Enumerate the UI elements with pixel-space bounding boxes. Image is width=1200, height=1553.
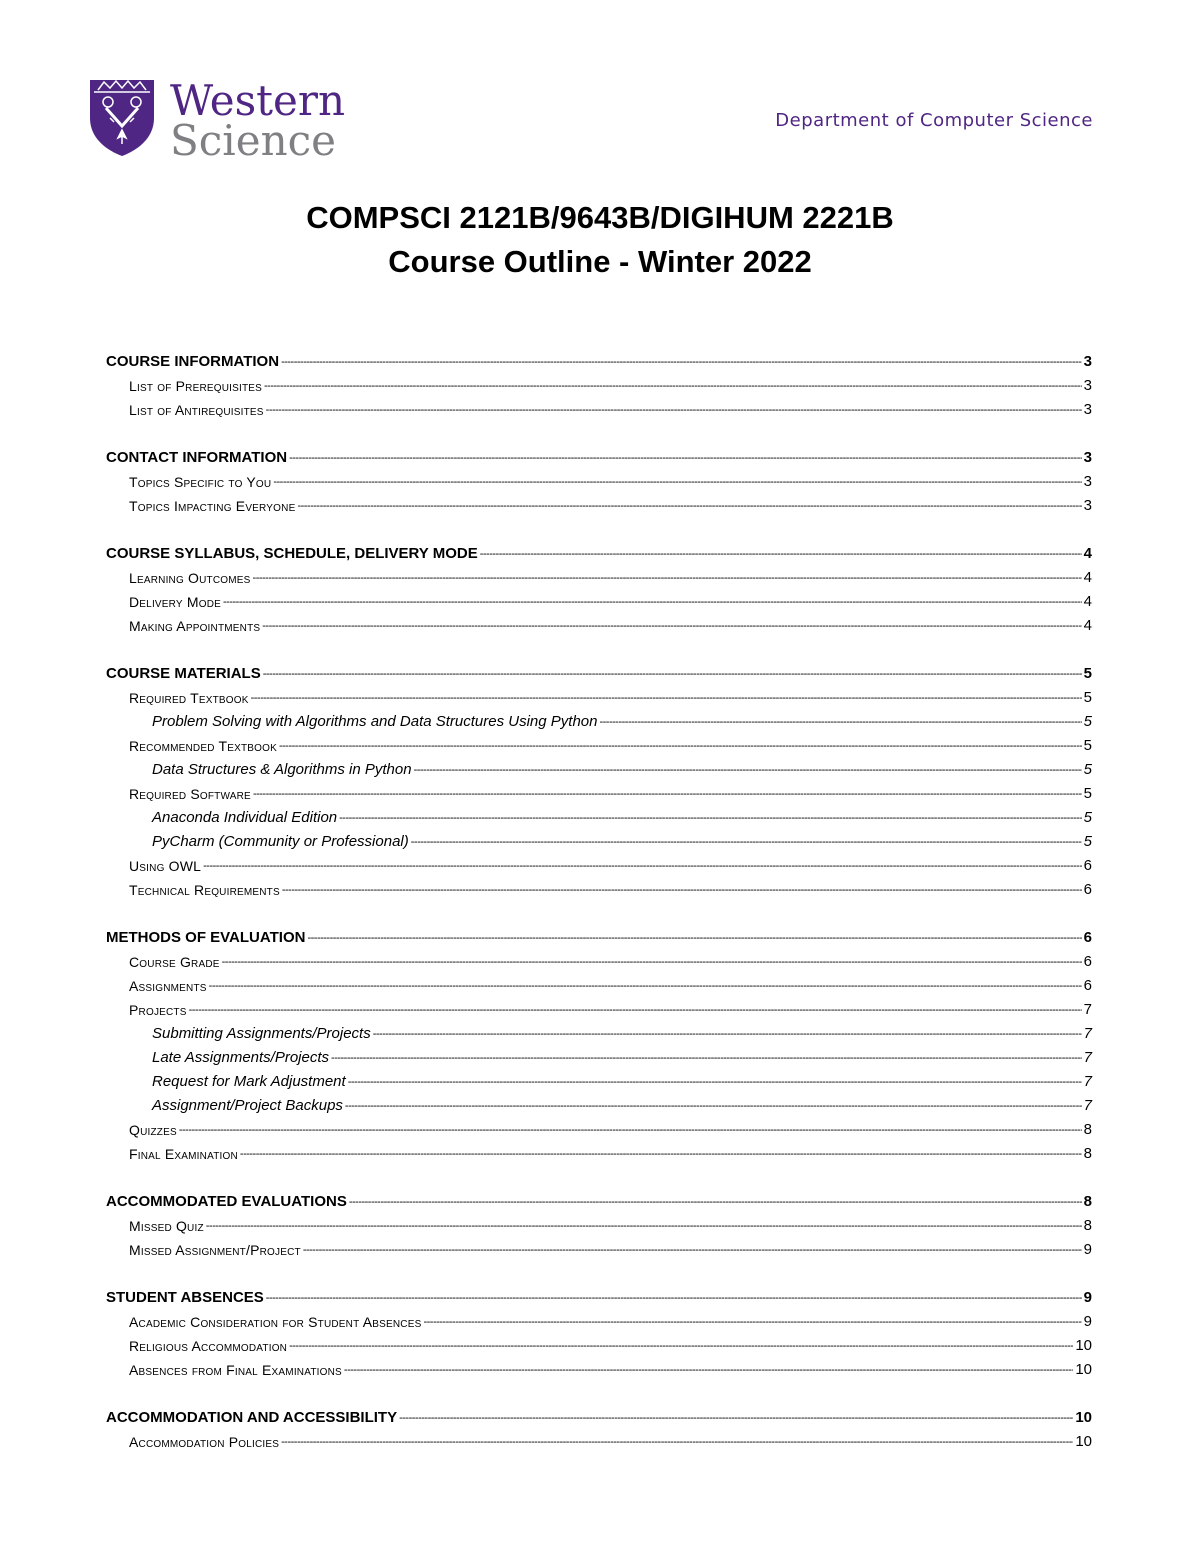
toc-leader-dashes bbox=[264, 375, 1082, 396]
toc-entry-label: Absences from Final Examinations bbox=[129, 1362, 342, 1378]
toc-entry-level-2[interactable] bbox=[106, 1116, 1092, 1140]
toc-entry-level-1[interactable] bbox=[106, 1176, 1092, 1212]
toc-entry-label: Assignments bbox=[129, 978, 207, 994]
toc-entry-page-number: 8 bbox=[1083, 1193, 1092, 1210]
toc-entry-label: Data Structures & Algorithms in Python bbox=[152, 761, 412, 778]
toc-entry-level-2[interactable] bbox=[106, 1308, 1092, 1332]
toc-entry-level-1[interactable] bbox=[106, 648, 1092, 684]
toc-entry-level-2[interactable] bbox=[106, 1428, 1092, 1452]
toc-entry-level-2[interactable] bbox=[106, 1212, 1092, 1236]
toc-entry-label: Religious Accommodation bbox=[129, 1338, 288, 1354]
toc-leader-dashes bbox=[307, 927, 1081, 948]
toc-entry-level-2[interactable] bbox=[106, 612, 1092, 636]
toc-entry-level-3[interactable] bbox=[106, 1044, 1092, 1068]
toc-leader-dashes bbox=[414, 759, 1082, 780]
toc-leader-dashes bbox=[289, 447, 1082, 468]
toc-leader-dashes bbox=[345, 1095, 1082, 1116]
toc-entry-label: Delivery Mode bbox=[129, 594, 221, 610]
toc-leader-dashes bbox=[279, 735, 1082, 756]
toc-entry-label: Missed Assignment/Project bbox=[129, 1242, 301, 1258]
toc-entry-page-number: 6 bbox=[1083, 977, 1092, 994]
toc-entry-page-number: 5 bbox=[1083, 737, 1092, 754]
toc-entry-page-number: 4 bbox=[1083, 545, 1092, 562]
toc-leader-dashes bbox=[331, 1047, 1082, 1068]
toc-entry-page-number: 10 bbox=[1075, 1433, 1092, 1450]
toc-entry-page-number: 6 bbox=[1083, 881, 1092, 898]
toc-entry-page-number: 10 bbox=[1075, 1409, 1092, 1426]
toc-entry-level-2[interactable] bbox=[106, 684, 1092, 708]
toc-entry-level-2[interactable] bbox=[106, 1236, 1092, 1260]
toc-entry-label: List of Prerequisites bbox=[129, 378, 263, 394]
toc-entry-label: Using OWL bbox=[129, 858, 202, 874]
toc-entry-level-2[interactable] bbox=[106, 492, 1092, 516]
toc-entry-label: Academic Consideration for Student Absences bbox=[129, 1314, 422, 1330]
toc-entry-label: CONTACT INFORMATION bbox=[106, 449, 288, 466]
toc-entry-level-3[interactable] bbox=[106, 1020, 1092, 1044]
toc-entry-label: Request for Mark Adjustment bbox=[152, 1073, 346, 1090]
toc-entry-level-1[interactable] bbox=[106, 336, 1092, 372]
toc-entry-label: Anaconda Individual Edition bbox=[152, 809, 338, 826]
toc-entry-level-2[interactable] bbox=[106, 564, 1092, 588]
toc-leader-dashes bbox=[240, 1143, 1082, 1164]
toc-entry-page-number: 5 bbox=[1083, 785, 1092, 802]
toc-entry-label: Topics Impacting Everyone bbox=[129, 498, 296, 514]
toc-entry-level-1[interactable] bbox=[106, 528, 1092, 564]
toc-leader-dashes bbox=[251, 687, 1082, 708]
toc-entry-level-2[interactable] bbox=[106, 780, 1092, 804]
toc-entry-label: Course Grade bbox=[129, 954, 220, 970]
toc-leader-dashes bbox=[282, 879, 1082, 900]
toc-entry-level-1[interactable] bbox=[106, 1392, 1092, 1428]
toc-entry-page-number: 7 bbox=[1083, 1001, 1092, 1018]
toc-leader-dashes bbox=[297, 495, 1081, 516]
toc-entry-level-2[interactable] bbox=[106, 396, 1092, 420]
toc-entry-level-2[interactable] bbox=[106, 468, 1092, 492]
toc-entry-label: ACCOMMODATED EVALUATIONS bbox=[106, 1193, 347, 1210]
toc-leader-dashes bbox=[373, 1023, 1082, 1044]
toc-leader-dashes bbox=[303, 1239, 1082, 1260]
toc-entry-page-number: 5 bbox=[1083, 809, 1092, 826]
toc-entry-page-number: 3 bbox=[1083, 497, 1092, 514]
toc-entry-label: Late Assignments/Projects bbox=[152, 1049, 330, 1066]
toc-entry-page-number: 5 bbox=[1083, 689, 1092, 706]
toc-entry-page-number: 5 bbox=[1083, 833, 1092, 850]
toc-entry-page-number: 3 bbox=[1083, 353, 1092, 370]
toc-entry-label: Technical Requirements bbox=[129, 882, 280, 898]
western-science-logo bbox=[88, 76, 348, 165]
toc-entry-level-2[interactable] bbox=[106, 372, 1092, 396]
course-outline-title: Course Outline - Winter 2022 bbox=[388, 244, 812, 279]
toc-leader-dashes bbox=[344, 1359, 1073, 1380]
toc-leader-dashes bbox=[348, 1071, 1082, 1092]
toc-entry-label: Projects bbox=[129, 1002, 187, 1018]
toc-entry-level-3[interactable] bbox=[106, 708, 1092, 732]
toc-entry-page-number: 8 bbox=[1083, 1145, 1092, 1162]
toc-entry-label: COURSE MATERIALS bbox=[106, 665, 261, 682]
toc-section-gap bbox=[106, 1380, 1092, 1392]
toc-entry-label: Problem Solving with Algorithms and Data Structures Using Python bbox=[152, 713, 598, 730]
toc-entry-level-2[interactable] bbox=[106, 1356, 1092, 1380]
logo-word-western: Western bbox=[170, 76, 346, 125]
course-code-title: COMPSCI 2121B/9643B/DIGIHUM 2221B bbox=[306, 200, 894, 235]
toc-entry-level-3[interactable] bbox=[106, 1068, 1092, 1092]
toc-entry-page-number: 4 bbox=[1083, 593, 1092, 610]
toc-entry-label: ACCOMMODATION AND ACCESSIBILITY bbox=[106, 1409, 398, 1426]
toc-entry-label: STUDENT ABSENCES bbox=[106, 1289, 264, 1306]
toc-leader-dashes bbox=[206, 1215, 1082, 1236]
toc-entry-page-number: 3 bbox=[1083, 401, 1092, 418]
toc-entry-page-number: 9 bbox=[1083, 1313, 1092, 1330]
toc-section-gap bbox=[106, 516, 1092, 528]
toc-leader-dashes bbox=[223, 591, 1082, 612]
toc-leader-dashes bbox=[399, 1407, 1073, 1428]
toc-leader-dashes bbox=[266, 399, 1082, 420]
toc-entry-level-3[interactable] bbox=[106, 756, 1092, 780]
toc-leader-dashes bbox=[480, 543, 1082, 564]
toc-leader-dashes bbox=[253, 783, 1082, 804]
toc-entry-page-number: 8 bbox=[1083, 1217, 1092, 1234]
toc-entry-page-number: 5 bbox=[1083, 761, 1092, 778]
toc-leader-dashes bbox=[273, 471, 1081, 492]
toc-entry-level-2[interactable] bbox=[106, 732, 1092, 756]
toc-entry-label: List of Antirequisites bbox=[129, 402, 264, 418]
toc-section-gap bbox=[106, 900, 1092, 912]
toc-entry-page-number: 4 bbox=[1083, 617, 1092, 634]
toc-entry-label: Making Appointments bbox=[129, 618, 261, 634]
toc-leader-dashes bbox=[222, 951, 1082, 972]
toc-entry-page-number: 10 bbox=[1075, 1361, 1092, 1378]
toc-leader-dashes bbox=[281, 1431, 1073, 1452]
toc-entry-label: Recommended Textbook bbox=[129, 738, 277, 754]
toc-leader-dashes bbox=[599, 711, 1081, 732]
toc-entry-page-number: 3 bbox=[1083, 473, 1092, 490]
toc-leader-dashes bbox=[209, 975, 1082, 996]
toc-leader-dashes bbox=[281, 351, 1082, 372]
toc-leader-dashes bbox=[411, 831, 1082, 852]
toc-entry-label: COURSE SYLLABUS, SCHEDULE, DELIVERY MODE bbox=[106, 545, 478, 562]
toc-leader-dashes bbox=[289, 1335, 1073, 1356]
department-name: Department of Computer Science bbox=[775, 110, 1093, 131]
toc-leader-dashes bbox=[423, 1311, 1081, 1332]
toc-entry-page-number: 5 bbox=[1083, 713, 1092, 730]
toc-entry-level-2[interactable] bbox=[106, 996, 1092, 1020]
toc-entry-level-2[interactable] bbox=[106, 876, 1092, 900]
toc-section-gap bbox=[106, 420, 1092, 432]
toc-entry-page-number: 7 bbox=[1083, 1025, 1092, 1042]
toc-leader-dashes bbox=[266, 1287, 1082, 1308]
toc-entry-label: Accommodation Policies bbox=[129, 1434, 280, 1450]
toc-entry-page-number: 7 bbox=[1083, 1049, 1092, 1066]
toc-entry-level-2[interactable] bbox=[106, 852, 1092, 876]
toc-entry-label: Quizzes bbox=[129, 1122, 177, 1138]
toc-entry-level-3[interactable] bbox=[106, 828, 1092, 852]
toc-entry-label: PyCharm (Community or Professional) bbox=[152, 833, 409, 850]
toc-entry-page-number: 3 bbox=[1083, 377, 1092, 394]
toc-entry-level-1[interactable] bbox=[106, 432, 1092, 468]
toc-entry-page-number: 10 bbox=[1075, 1337, 1092, 1354]
toc-entry-level-1[interactable] bbox=[106, 912, 1092, 948]
toc-entry-page-number: 9 bbox=[1083, 1289, 1092, 1306]
toc-entry-label: Missed Quiz bbox=[129, 1218, 204, 1234]
toc-leader-dashes bbox=[263, 663, 1082, 684]
toc-leader-dashes bbox=[189, 999, 1082, 1020]
toc-entry-label: Final Examination bbox=[129, 1146, 238, 1162]
toc-entry-level-3[interactable] bbox=[106, 1092, 1092, 1116]
toc-entry-label: Topics Specific to You bbox=[129, 474, 272, 490]
toc-entry-level-1[interactable] bbox=[106, 1272, 1092, 1308]
toc-entry-page-number: 5 bbox=[1083, 665, 1092, 682]
toc-leader-dashes bbox=[339, 807, 1082, 828]
toc-entry-page-number: 6 bbox=[1083, 929, 1092, 946]
toc-section-gap bbox=[106, 1260, 1092, 1272]
toc-entry-page-number: 7 bbox=[1083, 1073, 1092, 1090]
toc-section-gap bbox=[106, 1164, 1092, 1176]
toc-entry-label: Required Software bbox=[129, 786, 251, 802]
toc-entry-level-2[interactable] bbox=[106, 588, 1092, 612]
toc-entry-level-3[interactable] bbox=[106, 804, 1092, 828]
toc-entry-label: Submitting Assignments/Projects bbox=[152, 1025, 371, 1042]
table-of-contents bbox=[106, 336, 1092, 1452]
toc-leader-dashes bbox=[262, 615, 1081, 636]
toc-leader-dashes bbox=[179, 1119, 1082, 1140]
toc-leader-dashes bbox=[349, 1191, 1082, 1212]
toc-entry-level-2[interactable] bbox=[106, 972, 1092, 996]
logo-word-science: Science bbox=[170, 116, 337, 165]
toc-section-gap bbox=[106, 636, 1092, 648]
toc-entry-label: Learning Outcomes bbox=[129, 570, 251, 586]
toc-entry-level-2[interactable] bbox=[106, 1140, 1092, 1164]
toc-entry-page-number: 6 bbox=[1083, 857, 1092, 874]
toc-entry-label: COURSE INFORMATION bbox=[106, 353, 280, 370]
toc-leader-dashes bbox=[253, 567, 1082, 588]
toc-entry-label: Required Textbook bbox=[129, 690, 249, 706]
toc-entry-page-number: 3 bbox=[1083, 449, 1092, 466]
toc-entry-label: METHODS OF EVALUATION bbox=[106, 929, 306, 946]
toc-entry-page-number: 8 bbox=[1083, 1121, 1092, 1138]
toc-entry-page-number: 6 bbox=[1083, 953, 1092, 970]
toc-entry-page-number: 9 bbox=[1083, 1241, 1092, 1258]
toc-entry-label: Assignment/Project Backups bbox=[152, 1097, 343, 1114]
toc-leader-dashes bbox=[203, 855, 1082, 876]
shield-crest-icon bbox=[88, 78, 156, 158]
toc-entry-page-number: 4 bbox=[1083, 569, 1092, 586]
toc-entry-level-2[interactable] bbox=[106, 948, 1092, 972]
toc-entry-page-number: 7 bbox=[1083, 1097, 1092, 1114]
toc-entry-level-2[interactable] bbox=[106, 1332, 1092, 1356]
